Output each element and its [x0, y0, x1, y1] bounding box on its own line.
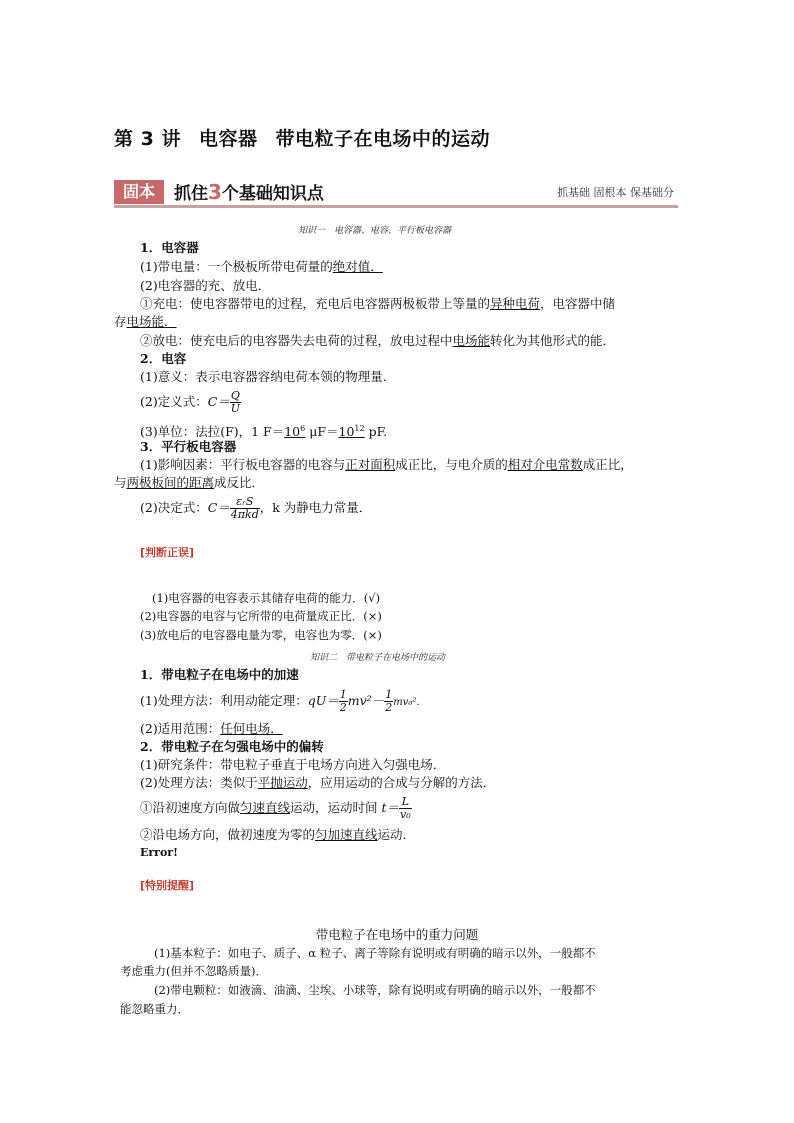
k1-line-5: [140, 333, 615, 349]
k1-l8-text: (3)单位：法拉(F)，1 F＝: [140, 424, 285, 440]
knowledge-2-heading: 知识二 带电粒子在电场中的运动: [310, 653, 446, 663]
fraction-numerator: 1: [385, 688, 393, 701]
k1-l3-text: ①充电：使电容器带电的过程，充电后电容器两极板带上等量的: [140, 296, 491, 311]
k2-line-3: (1)研究条件：带电粒子垂直于电场方向进入匀强电场．: [140, 757, 446, 772]
k1-l8-b: 10: [338, 424, 355, 440]
k1-line-9: [140, 457, 633, 473]
fraction-numerator: εᵣS: [230, 496, 260, 509]
capacitance-definition-fraction: [230, 390, 241, 415]
k2-l2-underlined: 任何电场．: [220, 721, 283, 736]
k1-l8-a-exp: 6: [300, 424, 306, 433]
k1-l8-underlined-1: [284, 424, 305, 439]
knowledge-1-heading: 知识一 电容器、电容、平行板电容器: [298, 226, 452, 236]
time-fraction: [399, 796, 412, 821]
note-p1-line-1: (1)基本粒子：如电子、质子、α 粒子、离子等除有说明或有明确的暗示以外，一般都不: [154, 946, 596, 960]
lesson-number: 第 3 讲: [114, 128, 181, 150]
note-p2-line-1: (2)带电颗粒：如液滴、油滴、尘埃、小球等，除有说明或有明确的暗示以外，一般都不: [154, 983, 596, 997]
k2-l1-eq: qU＝: [307, 693, 339, 708]
k2-l4-underlined: 平抛运动: [257, 775, 308, 790]
k1-l10-underlined: 两极板间的距离: [126, 475, 215, 490]
k1-sub-2: 2．电容: [140, 351, 187, 366]
k1-line-3: [140, 296, 615, 312]
k1-l9-post: 成正比，: [582, 457, 633, 472]
k2-l6-post: 运动．: [377, 827, 416, 842]
k1-line-11: [140, 494, 371, 522]
k1-sub-3: 3．平行板电容器: [140, 439, 237, 454]
k1-l3-post: ，电容器中储: [540, 296, 616, 311]
k1-line-6: (1)意义：表示电容器容纳电荷本领的物理量．: [140, 369, 396, 384]
k2-line-4: [140, 775, 495, 791]
k1-l8-b-exp: 12: [354, 424, 365, 433]
k1-line-1: [140, 259, 383, 275]
banner-title-pre: 抓住: [174, 184, 208, 204]
k1-line-10: [114, 475, 264, 491]
section-banner: [114, 180, 678, 208]
k2-l2-text: (2)适用范围：: [140, 721, 221, 736]
fraction-numerator: Q: [230, 389, 240, 402]
capacitance-determination-fraction: [230, 496, 260, 521]
lesson-topic-1: 电容器: [198, 128, 258, 150]
k2-l5-t: t＝: [381, 800, 400, 815]
k1-sub-1: 1．电容器: [140, 240, 199, 255]
fraction-denominator: 2: [339, 701, 347, 714]
judge-item-3: (3)放电后的电容器电量为零，电容也为零．(×): [140, 628, 382, 642]
k1-l10-text: 与: [114, 475, 127, 490]
k2-l5-mid: 运动，运动时间: [290, 800, 382, 815]
k1-l5-post: 转化为其他形式的能．: [490, 333, 616, 348]
k2-l4-text: (2)处理方法：类似于: [140, 775, 258, 790]
k2-l5-underlined: 匀速直线: [240, 800, 291, 815]
error-text: Error!: [140, 846, 178, 859]
k2-line-1: [140, 686, 420, 718]
banner-title-num: 3: [208, 180, 222, 204]
k1-l8-mid: μF＝: [305, 424, 339, 440]
k1-l10-post: 成反比．: [214, 475, 265, 490]
k1-l8-underlined-2: [339, 424, 365, 439]
judge-tag: [判断正误]: [140, 546, 195, 559]
k2-l1-text: (1)处理方法：利用动能定理：: [140, 693, 308, 708]
banner-tag: 固本: [114, 180, 164, 204]
k2-sub-1: 1．带电粒子在电场中的加速: [140, 667, 299, 682]
k1-l8-post: pF.: [364, 424, 388, 440]
k2-l4-post: ，应用运动的合成与分解的方法．: [307, 775, 496, 790]
k2-sub-2: 2．带电粒子在匀强电场中的偏转: [140, 739, 324, 754]
banner-slogan: 抓基础 固根本 保基础分: [557, 186, 674, 199]
k1-l11-post: ，k 为静电力常量．: [259, 500, 372, 515]
k2-l6-underlined: 匀加速直线: [315, 827, 378, 842]
banner-title: [174, 180, 324, 206]
half-fraction-2: [384, 689, 393, 714]
k1-l5-text: ②放电：使充电后的电容器失去电荷的过程，放电过程中: [140, 333, 453, 348]
fraction-numerator: 1: [339, 688, 347, 701]
half-fraction-1: [339, 689, 348, 714]
fraction-denominator: 2: [385, 701, 393, 714]
k1-l9-mid: 成正比，与电介质的: [395, 457, 508, 472]
banner-title-post: 个基础知识点: [221, 184, 324, 204]
k1-line-7: [140, 388, 241, 416]
k2-l1-term1: mv²－: [347, 693, 385, 708]
judge-item-1: (1)电容器的电容表示其储存电荷的能力．(√): [152, 591, 381, 605]
lesson-topic-2: 带电粒子在电场中的运动: [275, 128, 490, 150]
k1-l9-underlined-1: 正对面积: [345, 457, 396, 472]
k2-line-6: [140, 827, 415, 843]
k1-l11-c: C＝: [207, 500, 230, 515]
k1-l3-underlined: 异种电荷: [490, 296, 541, 311]
k1-l7-c: C＝: [207, 394, 230, 409]
k1-l11-text: (2)决定式：: [140, 500, 208, 515]
k1-l5-underlined: 电场能: [452, 333, 491, 348]
fraction-denominator: 4πkd: [230, 508, 259, 521]
k1-line-4: [114, 314, 177, 330]
k2-line-5: [140, 793, 412, 823]
k2-l1-term2: mv₀².: [393, 697, 420, 708]
note-title: 带电粒子在电场中的重力问题: [315, 927, 479, 942]
k1-l9-text: (1)影响因素：平行板电容器的电容与: [140, 457, 346, 472]
k1-l7-text: (2)定义式：: [140, 394, 208, 409]
note-p1-line-2: 考虑重力(但并不忽略质量)．: [120, 964, 267, 978]
fraction-denominator: v₀: [400, 808, 411, 821]
k1-line-8: [140, 421, 387, 440]
k2-line-2: [140, 721, 283, 737]
k1-line-2: (2)电容器的充、放电．: [140, 278, 271, 293]
note-tag: [特别提醒]: [140, 879, 195, 892]
k1-l9-underlined-2: 相对介电常数: [507, 457, 583, 472]
k1-l4-text: 存: [114, 314, 127, 329]
note-p2-line-2: 能忽略重力．: [120, 1002, 189, 1016]
k2-l5-text: ①沿初速度方向做: [140, 800, 241, 815]
k1-l1-underlined: 绝对值．: [332, 259, 383, 274]
k1-l8-a: 10: [284, 424, 301, 440]
k1-l4-underlined: 电场能．: [126, 314, 177, 329]
fraction-numerator: L: [399, 796, 412, 809]
fraction-denominator: U: [230, 402, 241, 415]
k2-l6-text: ②沿电场方向，做初速度为零的: [140, 827, 316, 842]
judge-item-2: (2)电容器的电容与它所带的电荷量成正比．(×): [140, 609, 382, 623]
k1-l1-text: (1)带电量：一个极板所带电荷量的: [140, 259, 333, 274]
lesson-title: [114, 124, 490, 151]
